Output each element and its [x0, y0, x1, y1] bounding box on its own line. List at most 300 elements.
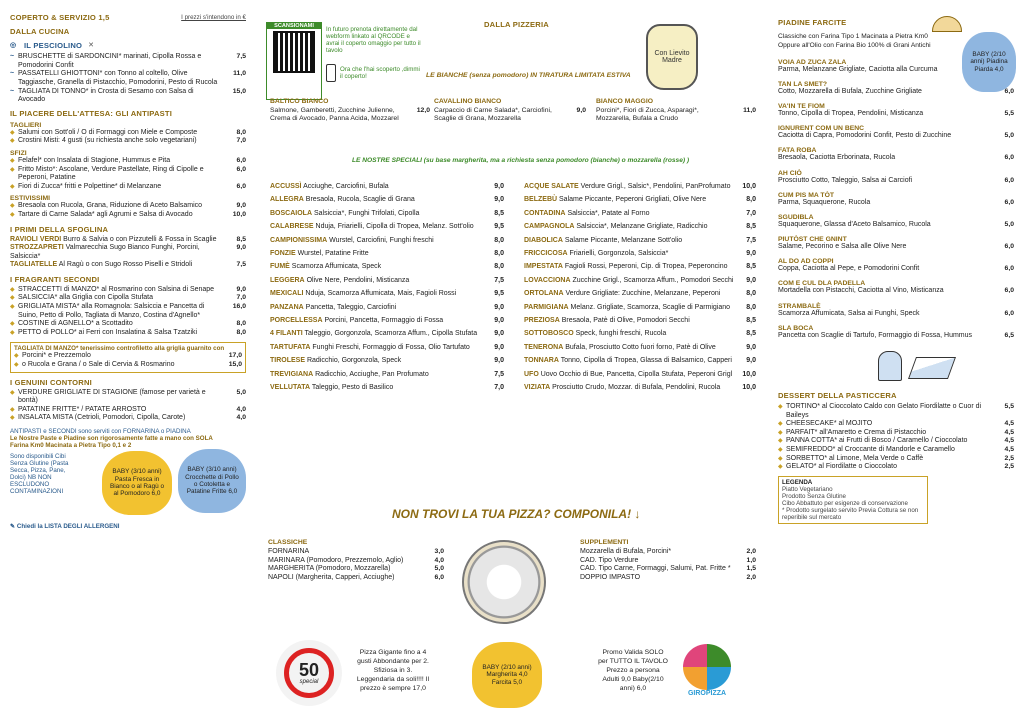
- pizza-name: VIZIATA: [524, 384, 551, 392]
- pizza-name: CALABRESE: [270, 223, 314, 231]
- pizza-name: ACCUSSÌ: [270, 183, 302, 190]
- item-name: Felafel* con Insalata di Stagione, Hummus e Pita: [18, 156, 171, 164]
- bullet-icon: ◆: [10, 415, 15, 422]
- white-pizza: [270, 98, 430, 124]
- menu-item: [10, 261, 246, 270]
- bottom-left-area: [10, 453, 246, 523]
- item-name: DOPPIO IMPASTO: [580, 573, 641, 581]
- white-pizza: [434, 98, 586, 124]
- pizza-text: [524, 381, 734, 394]
- item-price: 2,0: [746, 548, 756, 555]
- column-piadine: [778, 14, 1014, 524]
- scan-text-2: Ora che l'hai scoperto ,dimmi il coperto!: [340, 66, 420, 80]
- bullet-icon: ◆: [10, 406, 15, 413]
- secondi-list: [10, 286, 246, 338]
- item-price: 16,0: [232, 303, 246, 311]
- menu-item: [10, 137, 246, 146]
- pizza-row: [596, 107, 756, 124]
- item-name: COSTINE di AGNELLO* a Scottadito: [18, 320, 133, 328]
- item-name: MARINARA (Pomodoro, Prezzemolo, Aglio): [268, 556, 404, 564]
- baby-pollo-badge: BABY (3/10 anni) Crocchette di Pollo o Cotoletta e Patatine Fritte 6,0: [178, 449, 246, 513]
- pizza-item: [524, 354, 756, 367]
- dessert-title: DESSERT DELLA PASTICCERA: [778, 391, 897, 401]
- menu-item: [10, 406, 246, 415]
- piadina-item: [778, 325, 1014, 341]
- piadine-list: [778, 59, 1014, 341]
- item-name: VERDURE GRIGLIATE DI STAGIONE (famose per varietà e bontà): [18, 388, 206, 405]
- componila-title: NON TROVI LA TUA PIZZA? COMPONILA! ↓: [392, 507, 641, 521]
- menu-item: [10, 414, 246, 423]
- item-name: Salumi con Sott'oli / O di Formaggi con Miele e Composte: [18, 128, 198, 136]
- pizza-name: IMPESTATA: [524, 263, 563, 271]
- menu-item: [10, 88, 246, 105]
- piadina-price: 6,0: [1004, 309, 1014, 317]
- pizza-item: [524, 207, 756, 220]
- qr-box[interactable]: [266, 22, 322, 100]
- piadina-row: [778, 265, 1014, 274]
- pizza-text: [270, 220, 482, 233]
- item-price: 2,5: [1004, 454, 1014, 462]
- pizza-item: [524, 381, 756, 394]
- item-name: NAPOLI (Margherita, Capperi, Acciughe): [268, 573, 395, 581]
- piadina-price: 5,0: [1004, 132, 1014, 140]
- pizza-ingredients: Salsiccia*, Patate al Forno: [567, 209, 650, 217]
- item-price: 6,0: [434, 573, 444, 581]
- pizza-row: [270, 107, 430, 124]
- sfizi-title: SFIZI: [10, 149, 27, 157]
- pizza-name: CAVALLINO BIANCO: [434, 98, 502, 105]
- pizza-text: [524, 354, 734, 367]
- bullet-icon: ◆: [778, 438, 783, 445]
- menu-item: [580, 574, 756, 583]
- cutlery-icon: ✕: [88, 41, 95, 49]
- piadina-item: [778, 280, 1014, 296]
- pizza-name: ALLEGRA: [270, 196, 304, 204]
- piadina-row: [778, 177, 1014, 186]
- pizza-name: TARTUFATA: [270, 343, 311, 351]
- item-name: SORBETTO* al Limone, Mela Verde o Caffè: [786, 454, 924, 462]
- pizza-item: [524, 260, 756, 273]
- piadina-item: [778, 192, 1014, 208]
- tagliata-title: TAGLIATA DI MANZO* tenerissimo controfiletto alla griglia guarnito con: [14, 345, 225, 353]
- pizza-ingredients: Fagioli Rossi, Peperoni, Cip. di Tropea, Peperoncino: [564, 263, 728, 271]
- dessert-icons: [778, 347, 1014, 391]
- bullet-icon: ◆: [778, 464, 783, 471]
- piadina-item: [778, 170, 1014, 186]
- qr-code-icon[interactable]: [275, 33, 313, 71]
- bullet-icon: ◆: [10, 157, 15, 164]
- pizza-name: LEGGERA: [270, 276, 305, 284]
- item-name: GELATO* al Fiordilatte o Cioccolato: [786, 463, 898, 471]
- piadina-name: FATA ROBA: [778, 147, 817, 155]
- piadina-item: [778, 214, 1014, 230]
- piadina-price: 6,0: [1004, 176, 1014, 184]
- menu-item: [14, 361, 242, 370]
- pizza-item: [270, 207, 504, 220]
- item-price: 7,0: [236, 294, 246, 302]
- menu-item: [580, 565, 756, 574]
- pizza-ingredients: Zucchine Grigl., Scamorza Affum., Pomodori Secchi: [572, 276, 734, 284]
- coperto-header: COPERTO & SERVIZIO 1,5: [10, 13, 110, 22]
- pesciolino-title: IL PESCIOLINO: [24, 40, 83, 50]
- secondi-title: I FRAGRANTI SECONDI: [10, 274, 100, 284]
- pizza-price: 8,5: [746, 317, 756, 325]
- bullet-icon: ◆: [14, 353, 19, 360]
- bullet-icon: ◆: [10, 166, 15, 173]
- piadine-title: PIADINE FARCITE: [778, 18, 847, 27]
- pizza-text: [270, 287, 482, 300]
- pizza-item: [270, 354, 504, 367]
- pizza-price: 9,0: [494, 183, 504, 190]
- pizza-gigante-text: Pizza Gigante fino a 4 gusti Abbondante per 2. Sfiziosa in 3. Leggendaria da soli!!!! Il prezzo è sempre 17,0: [356, 649, 430, 692]
- pizza-item: [524, 274, 756, 287]
- item-name: CHEESECAKE* al MOJITO: [786, 420, 873, 428]
- pizza-ingredients: Wurstel, Carciofini, Funghi freschi: [329, 236, 434, 244]
- pizza-price: 9,5: [494, 223, 504, 231]
- item-price: 4,0: [236, 405, 246, 413]
- legenda-title: LEGENDA: [782, 478, 813, 486]
- pizza-price: 9,0: [494, 196, 504, 204]
- item-desc: Burro & Salvia o con Pizzutelli & Fossa in Scaglie: [63, 235, 217, 243]
- pizza-name: FUMÈ: [270, 263, 290, 271]
- item-price: 7,5: [236, 53, 246, 61]
- pizza-ingredients: Porcini*, Fiori di Zucca, Asparagi*, Mozzarella, Bufala a Crudo: [596, 106, 699, 123]
- pizza-name: VELLUTATA: [270, 384, 311, 392]
- item-text: [10, 236, 226, 245]
- pizza-item: [524, 247, 756, 260]
- phone-icon: [326, 64, 336, 82]
- piadina-ingredients: Coppa, Caciotta al Pepe, e Pomodorini Confit: [778, 265, 920, 273]
- bullet-icon: ◆: [10, 304, 15, 311]
- menu-item: [778, 437, 1014, 446]
- pizza-ingredients: Bufala, Prosciutto Cotto fuori forno, Patè di Olive: [565, 343, 716, 351]
- pizza-text: [270, 341, 482, 354]
- pizza-text: [524, 301, 734, 314]
- item-price: 10,0: [232, 210, 246, 218]
- menu-item: [14, 352, 242, 361]
- piadina-name: STRAMBALÈ: [778, 302, 821, 310]
- pizza-ingredients: Bresaola, Rucola, Scaglie di Grana: [305, 196, 415, 204]
- tagliata-list: [14, 352, 242, 369]
- pizza-name: PORCELLESSA: [270, 317, 323, 325]
- pizza-ingredients: Olive Nere, Pendolini, Misticanza: [306, 276, 410, 284]
- item-price: 4,5: [1004, 446, 1014, 453]
- pizza-item: [524, 341, 756, 354]
- piadina-name: COM E CUL DLA PADELLA: [778, 280, 866, 288]
- item-name: STROZZAPRETI: [10, 244, 64, 252]
- item-price: 7,0: [236, 137, 246, 145]
- pizza-name: TIROLESE: [270, 357, 306, 365]
- piadina-ingredients: Squaquerone, Glassa d'Aceto Balsamico, Rucola: [778, 220, 931, 228]
- pizza-price: 8,0: [494, 236, 504, 244]
- menu-item: [10, 389, 246, 406]
- pizza-item: [270, 193, 504, 206]
- pizza-price: 9,0: [746, 276, 756, 284]
- item-price: 3,0: [434, 548, 444, 555]
- pizza-name: BALTICO BIANCO: [270, 98, 329, 105]
- classiche-list: [268, 548, 444, 582]
- piadina-item: [778, 125, 1014, 141]
- pizza-item: [270, 381, 504, 394]
- item-name: FORNARINA: [268, 548, 310, 555]
- piadina-row: [778, 332, 1014, 341]
- dalla-cucina-title: DALLA CUCINA: [10, 26, 70, 36]
- pizza-row: [434, 107, 586, 124]
- pizza-text: [524, 287, 734, 300]
- pizza-text: [270, 234, 482, 247]
- item-price: 4,0: [434, 556, 444, 564]
- item-text: [10, 261, 226, 270]
- item-price: 6,0: [236, 156, 246, 164]
- pizza-item: [270, 341, 504, 354]
- pizza-name: LOVACCIONA: [524, 276, 571, 284]
- item-name: Tartare di Carne Salada* agli Agrumi e Salsa di Avocado: [18, 210, 193, 218]
- pizza-name: CAMPIONISSIMA: [270, 236, 328, 244]
- pizza-text: [270, 368, 482, 381]
- item-price: 2,0: [746, 573, 756, 581]
- legenda-box: [778, 476, 928, 524]
- primi-title: I PRIMI DELLA SFOGLINA: [10, 224, 109, 234]
- scan-label: SCANSIONAMI: [267, 23, 321, 29]
- dessert-list: [778, 403, 1014, 472]
- pizza-text: [270, 207, 482, 220]
- piadina-ingredients: Cotto, Mozzarella di Bufala, Zucchine Grigliate: [778, 87, 922, 95]
- pizza-ingredients: Friarielli, Gorgonzola, Salsiccia*: [569, 250, 669, 258]
- pizza-item: [270, 327, 504, 340]
- piadina-row: [778, 221, 1014, 230]
- pizza-price: 9,0: [746, 250, 756, 258]
- piadina-name: TAN LA SMET?: [778, 80, 828, 88]
- item-price: 15,0: [232, 87, 246, 95]
- pizza-text: [524, 207, 734, 220]
- item-name: INSALATA MISTA (Cetrioli, Pomodori, Cipolla, Carote): [18, 414, 186, 422]
- pizza-text: [524, 247, 734, 260]
- pizza-price: 7,5: [494, 276, 504, 284]
- piadina-price: 6,0: [1004, 243, 1014, 251]
- item-name: SALSICCIA* alla Griglia con Cipolla Stufata: [18, 294, 154, 302]
- piadina-item: [778, 303, 1014, 319]
- bianche-title: LE BIANCHE (senza pomodoro) IN TIRATURA LIMITATA ESTIVA: [426, 72, 631, 79]
- bullet-icon: ◆: [778, 404, 783, 411]
- pizza-text: [270, 327, 482, 340]
- pizza-text: [270, 193, 482, 206]
- pizza-price: 10,0: [742, 183, 756, 190]
- piadina-price: 6,0: [1004, 265, 1014, 273]
- piadina-name: VA'IN TE FIOM: [778, 102, 825, 110]
- pizza-ingredients: Verdure Grigliate: Zucchine, Melanzane, Peperoni: [565, 290, 721, 298]
- pizza-name: FRICCICOSA: [524, 250, 568, 258]
- special-pizzas-right: [524, 180, 756, 395]
- piadina-item: [778, 147, 1014, 163]
- item-name: PATATINE FRITTE* / PATATE ARROSTO: [18, 405, 147, 413]
- pizza-name: PREZIOSA: [524, 317, 560, 325]
- pizza-ingredients: Nduja, Friarielli, Cipolla di Tropea, Melanz. Sott'olio: [315, 223, 474, 231]
- piadine-intro: Classiche con Farina Tipo 1 Macinata a Pietra Km0 Oppure all'Olio con Farina Bio 100% di Grani Antichi: [778, 33, 931, 49]
- pizza-name: FONZIE: [270, 250, 296, 258]
- piadina-name: PIUTÒST CHE GNINT: [778, 236, 847, 244]
- item-desc: Valmarecchia Sugo Bianco Funghi, Porcini, Salsiccia*: [10, 244, 200, 260]
- menu-item: [10, 286, 246, 295]
- pizza-item: [270, 260, 504, 273]
- bullet-icon: ◆: [10, 286, 15, 293]
- baby-pizza-badge: BABY (2/10 anni) Margherita 4,0 Farcita 5,0: [472, 642, 542, 708]
- pizza-ingredients: Radicchio, Acciughe, Pan Profumato: [315, 370, 429, 378]
- bullet-icon: ◆: [10, 129, 15, 136]
- menu-item: [778, 446, 1014, 455]
- piadina-row: [778, 310, 1014, 319]
- bullet-icon: ◆: [10, 329, 15, 336]
- item-price: 11,0: [233, 70, 246, 78]
- primi-list: [10, 236, 246, 270]
- legend-item: Piatto Vegetariano: [782, 485, 833, 493]
- piadina-ingredients: Prosciutto Cotto, Taleggio, Salsa ai Carciofi: [778, 176, 913, 184]
- pizza-price: 8,5: [746, 263, 756, 271]
- piadina-price: 6,5: [1004, 331, 1014, 339]
- item-name: SEMIFREDDO* al Croccante di Mandorle e Caramello: [786, 446, 955, 453]
- pizza-item: [270, 274, 504, 287]
- menu-item: [580, 548, 756, 557]
- bullet-icon: ◆: [778, 455, 783, 462]
- pizza-price: 7,5: [746, 236, 756, 244]
- legend-item: Prodotto Senza Glutine: [782, 492, 846, 500]
- contorni-title: I GENUINI CONTORNI: [10, 377, 92, 387]
- item-price: 1,5: [746, 565, 756, 573]
- pizza-item: [524, 287, 756, 300]
- pizza-ingredients: Carpaccio di Carne Salada*, Carciofini, Scaglie di Grana, Mozzarella: [434, 106, 552, 123]
- pizza-ingredients: Nduja, Scamorza Affumicata, Mais, Fagioli Rossi: [305, 290, 457, 298]
- bullet-icon: ◆: [10, 203, 15, 210]
- piadina-row: [778, 110, 1014, 119]
- lievito-madre-jar: Con Lievito Madre: [646, 24, 698, 90]
- piadina-ingredients: Scamorza Affumicata, Salsa ai Funghi, Speck: [778, 309, 920, 317]
- bullet-icon: ◆: [10, 138, 15, 145]
- pizza-ingredients: Porcini, Pancetta, Formaggio di Fossa: [324, 317, 444, 325]
- allergeni-link[interactable]: ✎ Chiedi la LISTA DEGLI ALLERGENI: [10, 523, 120, 530]
- item-price: 5,5: [1004, 403, 1014, 411]
- pizza-ingredients: Salsiccia*, Melanzane Grigliate, Radicchio: [576, 223, 708, 231]
- pizza-ingredients: Taleggio, Pesto di Basilico: [311, 384, 394, 392]
- item-name: BRUSCHETTE di SARDONCINI* marinati, Cipolla Rossa e Pomodorini Confit: [18, 53, 202, 69]
- item-price: 8,0: [236, 320, 246, 328]
- scan-text: In futuro prenota direttamente dal webform linkato al QRCODE e avrai il coperto omaggio per tutto il tavolo: [326, 26, 421, 54]
- bullet-icon: ~: [10, 70, 15, 78]
- bullet-icon: ◆: [10, 321, 15, 328]
- column-kitchen: [10, 14, 246, 530]
- speciali-title: LE NOSTRE SPECIALI (su base margherita, ma a richiesta senza pomodoro (bianche) o mozzarella (rosse) ): [352, 157, 690, 164]
- piadina-ingredients: Parma, Melanzane Grigliate, Caciotta alla Curcuma: [778, 65, 938, 73]
- pizza-item: [270, 287, 504, 300]
- piadina-price: 5,5: [1004, 109, 1014, 117]
- estivi-list: [10, 202, 246, 219]
- piadina-ingredients: Salame, Pecorino e Salsa alle Olive Nere: [778, 243, 907, 251]
- item-price: 1,0: [746, 556, 756, 564]
- pizza-text: [524, 193, 734, 206]
- pizza-ingredients: Tonno, Cipolla di Tropea, Glassa di Balsamico, Capperi: [560, 357, 732, 365]
- bullet-icon: ◆: [10, 211, 15, 218]
- item-name: PARFAIT* all'Amaretto e Crema di Pistacchio: [786, 428, 927, 436]
- pizza-name: BELZEBÙ: [524, 196, 558, 204]
- pizza-name: TENERONA: [524, 343, 564, 351]
- pizza-text: [524, 260, 734, 273]
- pizza-text: [270, 274, 482, 287]
- pizza-name: ACQUE SALATE: [524, 183, 579, 190]
- pizza-text: [524, 180, 734, 193]
- pizza-price: 8,5: [494, 209, 504, 217]
- pizza-name: PARMIGIANA: [524, 303, 569, 311]
- pizza-item: [270, 247, 504, 260]
- piadina-name: AL DO AD COPPI: [778, 258, 834, 266]
- piadina-row: [778, 287, 1014, 296]
- piadina-ingredients: Pancetta con Scaglie di Tartufo, Formaggio di Fossa, Hummus: [778, 331, 973, 339]
- bullet-icon: ◆: [10, 389, 15, 396]
- item-name: Mozzarella di Bufala, Porcini*: [580, 548, 672, 555]
- piadina-ingredients: Parma, Squaquerone, Rucola: [778, 198, 871, 206]
- cupcake-icon: [878, 351, 902, 381]
- special-pizzas-left: [270, 180, 504, 395]
- item-price: 6,0: [236, 182, 246, 190]
- menu-item: [778, 429, 1014, 438]
- menu-item: [778, 463, 1014, 472]
- pizza-item: [524, 368, 756, 381]
- menu-item: [10, 320, 246, 329]
- taglieri-title: TAGLIERI: [10, 121, 42, 129]
- piadina-price: 6,0: [1004, 87, 1014, 95]
- item-price: 17,0: [228, 352, 242, 360]
- pizza-name: 4 FILANTI: [270, 330, 303, 338]
- item-price: 4,0: [236, 414, 246, 422]
- taglieri-list: [10, 129, 246, 146]
- contorni-list: [10, 389, 246, 423]
- piadina-ingredients: Caciotta di Capra, Pomodorini Confit, Pesto di Zucchine: [778, 132, 952, 140]
- item-name: CAD. Tipo Carne, Formaggi, Salumi, Pat. Fritte *: [580, 565, 731, 573]
- piadina-price: 6,0: [1004, 287, 1014, 295]
- pizza-text: [270, 354, 482, 367]
- pizza-price: 12,0: [416, 106, 430, 114]
- item-price: 8,0: [236, 328, 246, 336]
- menu-item: [268, 565, 444, 574]
- pizza-price: 7,5: [494, 370, 504, 378]
- menu-item: [778, 403, 1014, 420]
- piadina-name: SGUDIBLA: [778, 213, 814, 221]
- piadina-price: 6,0: [1004, 154, 1014, 162]
- pizza-item: [270, 301, 504, 314]
- bullet-icon: ◆: [778, 421, 783, 428]
- menu-item: [10, 236, 246, 245]
- bullet-icon: ◆: [14, 362, 19, 369]
- pizza-price: 7,0: [494, 384, 504, 392]
- pizza-ingredients: Prosciutto Crudo, Mozzar. di Bufala, Pendolini, Rucola: [552, 384, 721, 392]
- pizza-price: 9,5: [494, 290, 504, 298]
- pizza-price: 8,5: [746, 330, 756, 338]
- menu-item: [10, 202, 246, 211]
- note-paste: Le Nostre Paste e Piadine son rigorosamente fatte a mano con SOLA Farina Km0 Macinata a Pietra Tipo 0,1 e 2: [10, 435, 213, 449]
- menu-item: [268, 574, 444, 583]
- pizza-price: 9,0: [494, 343, 504, 351]
- legenda-list: [782, 486, 924, 521]
- pizza-price: 8,0: [746, 196, 756, 204]
- pizza-price: 8,0: [746, 303, 756, 311]
- item-price: 4,5: [1004, 420, 1014, 428]
- pizza-name: TREVIGIANA: [270, 370, 314, 378]
- pizza-price: 11,0: [743, 106, 756, 114]
- pizza-text: [270, 247, 482, 260]
- item-price: 5,0: [236, 388, 246, 396]
- menu-item: [10, 157, 246, 166]
- bullet-icon: ~: [10, 87, 15, 95]
- supplementi-list: [580, 548, 756, 582]
- menu-item: [580, 557, 756, 566]
- special-50-badge: 50 special: [276, 640, 342, 706]
